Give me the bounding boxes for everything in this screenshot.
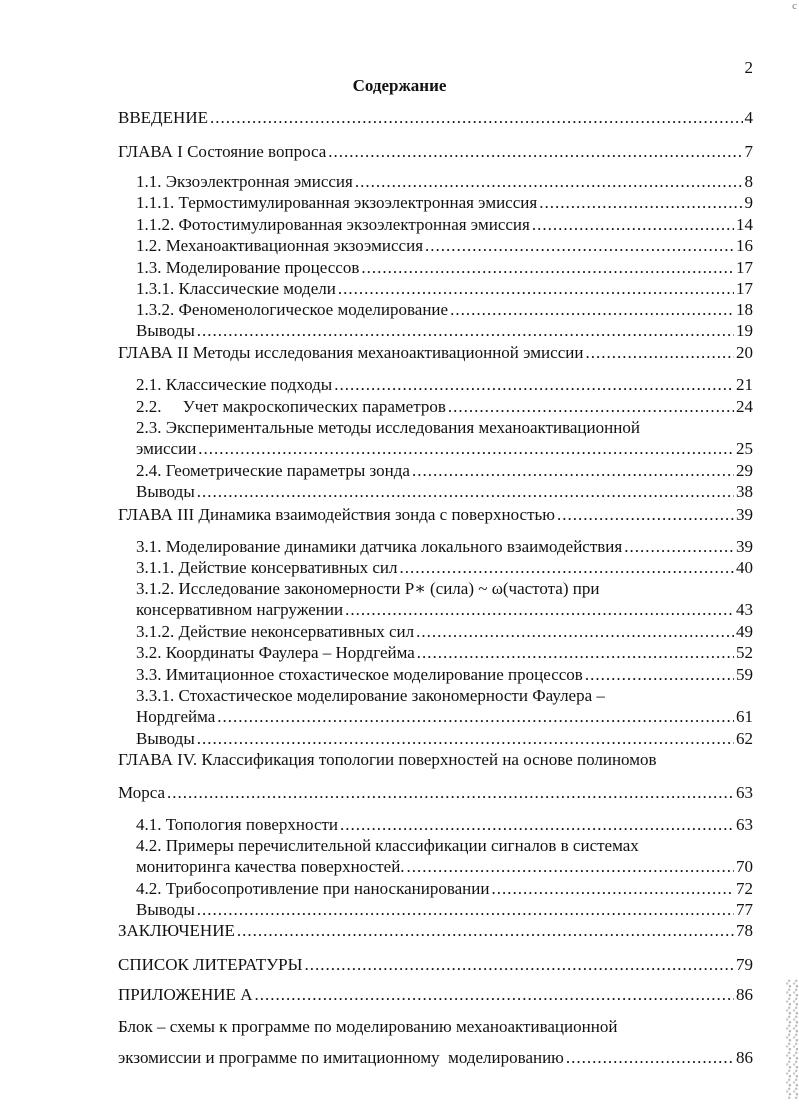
toc-entry-text: ГЛАВА I Состояние вопроса [118,142,327,161]
toc-entry [136,857,753,877]
toc-entry [136,879,753,899]
toc-entry-text: 1.1. Экзоэлектронная эмиссия [136,172,353,191]
toc-entry-text: Выводы [136,482,195,501]
toc-entry-page: 16 [736,236,753,255]
toc-entry [136,397,753,417]
toc-entry-text: 4.2. Трибосопротивление при наносканировании [136,879,490,898]
toc-entry-text: 1.1.1. Термостимулированная экзоэлектронная эмиссия [136,193,538,212]
dot-leader [557,505,734,525]
toc-entry-text: Выводы [136,729,195,748]
dot-leader [417,643,734,663]
toc-entry-text: ЗАКЛЮЧЕНИЕ [118,921,235,940]
dot-leader [345,600,734,620]
scan-noise [785,979,799,1099]
toc-entry-page: 59 [736,665,753,684]
toc-entry-text: Блок – схемы к программе по моделированию механоактивационной [118,1017,618,1036]
toc-entry-text: 3.3.1. Стохастическое моделирование закономерности Фаулера – [136,686,605,705]
dot-leader [539,193,742,213]
dot-leader [254,985,734,1005]
dot-leader [585,343,734,363]
toc-entry-page: 62 [736,729,753,748]
toc-entry [136,236,753,256]
toc-entry-conclusion [118,921,753,941]
toc-entry-page: 18 [736,300,753,319]
dot-leader [197,482,734,502]
toc-entry-page: 86 [736,1048,753,1067]
toc-entry-text: ПРИЛОЖЕНИЕ А [118,985,253,1004]
toc-entry-text: 3.2. Координаты Фаулера – Нордгейма [136,643,415,662]
dot-leader [304,955,734,975]
dot-leader [338,279,734,299]
dot-leader [197,729,734,749]
toc-entry-text: 3.1.1. Действие консервативных сил [136,558,398,577]
toc-entry-page: 49 [736,622,753,641]
dot-leader [355,172,743,192]
toc-entry-text: СПИСОК ЛИТЕРАТУРЫ [118,955,303,974]
dot-leader [532,215,734,235]
dot-leader [334,375,734,395]
toc-entry [136,600,753,620]
dot-leader [197,900,734,920]
toc-entry-page: 17 [736,279,753,298]
toc-entry-page: 19 [736,321,753,340]
toc-entry [136,375,753,395]
toc-entry [136,537,753,557]
toc-entry [136,279,753,299]
toc-entry-text: консервативном нагружении [136,600,344,619]
toc-entry-page: 39 [736,505,753,524]
toc-entry-chapter-2 [118,343,753,363]
toc-entry-page: 25 [736,439,753,458]
toc-entry [136,439,753,459]
toc-entry-page: 86 [736,985,753,1004]
toc-entry-text: ВВЕДЕНИЕ [118,108,208,127]
toc-entry-page: 43 [736,600,753,619]
toc-entry [136,300,753,320]
toc-entry-text: 3.1. Моделирование динамики датчика локального взаимодействия [136,537,623,556]
page-number: 2 [744,58,753,77]
toc-entry-text: ГЛАВА II Методы исследования механоактивационной эмиссии [118,343,584,362]
page-title: Содержание [352,76,447,95]
toc-entry-text: 2.4. Геометрические параметры зонда [136,461,410,480]
toc-entry-page: 29 [736,461,753,480]
toc-entry-page: 24 [736,397,753,416]
dot-leader [198,439,734,459]
toc-entry-page: 40 [736,558,753,577]
dot-leader [450,300,734,320]
toc-entry-page: 39 [736,537,753,556]
toc-entry [136,665,753,685]
toc-entry-text: экзомиссии и программе по имитационному моделированию [118,1048,564,1067]
dot-leader [585,665,734,685]
toc-entry-text: 1.3.2. Феноменологическое моделирование [136,300,449,319]
scan-corner-mark: c [792,0,797,12]
toc-entry-introduction [118,108,753,128]
toc-entry-page: 20 [736,343,753,362]
toc-entry-page: 4 [744,108,753,127]
toc-entry-page: 52 [736,643,753,662]
dot-leader [197,321,734,341]
toc-entry-text: 2.3. Экспериментальные методы исследования механоактивационной [136,418,640,437]
toc-entry [136,643,753,663]
toc-entry-page: 8 [744,172,753,191]
dot-leader [624,537,734,557]
dot-leader [425,236,734,256]
dot-leader [448,397,734,417]
toc-entry-text: 1.3.1. Классические модели [136,279,336,298]
toc-entry-text: 1.2. Механоактивационная экзоэмиссия [136,236,424,255]
dot-leader [416,622,734,642]
dot-leader [340,815,734,835]
toc-entry-text: Нордгейма [136,707,216,726]
toc-entry-text: 3.3. Имитационное стохастическое моделирование процессов [136,665,583,684]
dot-leader [167,783,734,803]
toc-entry-page: 21 [736,375,753,394]
toc-entry-chapter-3 [118,505,753,525]
dot-leader [217,707,734,727]
dot-leader [412,461,734,481]
toc-entry-text: 1.3. Моделирование процессов [136,258,360,277]
dot-leader [400,558,735,578]
toc-entry-page: 38 [736,482,753,501]
toc-entry [136,622,753,642]
toc-entry-text: эмиссии [136,439,197,458]
toc-entry [136,558,753,578]
toc-entry [136,815,753,835]
toc-entry-conclusions [136,482,753,502]
toc-entry-bibliography [118,955,753,975]
toc-entry-text: Морса [118,783,165,802]
dot-leader [210,108,743,128]
toc-entry-page: 63 [736,783,753,802]
toc-entry [136,258,753,278]
dot-leader [361,258,734,278]
toc-entry-text: 3.1.2. Исследование закономерности P∗ (сила) ~ ω(частота) при [136,579,600,598]
dot-leader [566,1048,734,1068]
toc-entry-page: 7 [744,142,753,161]
toc-entry-page: 72 [736,879,753,898]
toc-entry-page: 63 [736,815,753,834]
dot-leader [237,921,734,941]
toc-entry-text: мониторинга качества поверхностей. [136,857,405,876]
toc-entry-text: Выводы [136,900,195,919]
toc-entry-conclusions [136,900,753,920]
toc-entry-text: 1.1.2. Фотостимулированная экзоэлектронная эмиссия [136,215,530,234]
dot-leader [328,142,742,162]
toc-entry-page: 77 [736,900,753,919]
toc-entry-chapter-4: ГЛАВА IV. Классификация топологии поверхностей на основе полиномов [118,750,657,769]
toc-entry-page: 17 [736,258,753,277]
toc-entry-conclusions [136,729,753,749]
toc-entry-page: 14 [736,215,753,234]
toc-entry-page: 61 [736,707,753,726]
toc-entry-page: 79 [736,955,753,974]
dot-leader [491,879,734,899]
toc-entry-text: ГЛАВА III Динамика взаимодействия зонда с поверхностью [118,505,555,524]
toc-entry-chapter-1 [118,142,753,162]
toc-entry-text: 4.1. Топология поверхности [136,815,339,834]
toc-entry-text: 4.2. Примеры перечислительной классификации сигналов в системах [136,836,639,855]
toc-entry [136,461,753,481]
toc-entry-text: 2.2. Учет макроскопических параметров [136,397,446,416]
toc-entry [136,172,753,192]
toc-entry [136,215,753,235]
toc-entry-appendix-a [118,985,753,1005]
toc-entry [136,193,753,213]
dot-leader [407,857,734,877]
toc-entry-page: 78 [736,921,753,940]
toc-entry [118,783,753,803]
toc-entry-text: 2.1. Классические подходы [136,375,333,394]
toc-entry [118,1048,753,1068]
toc-entry [136,707,753,727]
toc-entry-page: 9 [744,193,753,212]
toc-entry-text: 3.1.2. Действие неконсервативных сил [136,622,415,641]
toc-entry-page: 70 [736,857,753,876]
toc-entry-conclusions [136,321,753,341]
toc-entry-text: Выводы [136,321,195,340]
